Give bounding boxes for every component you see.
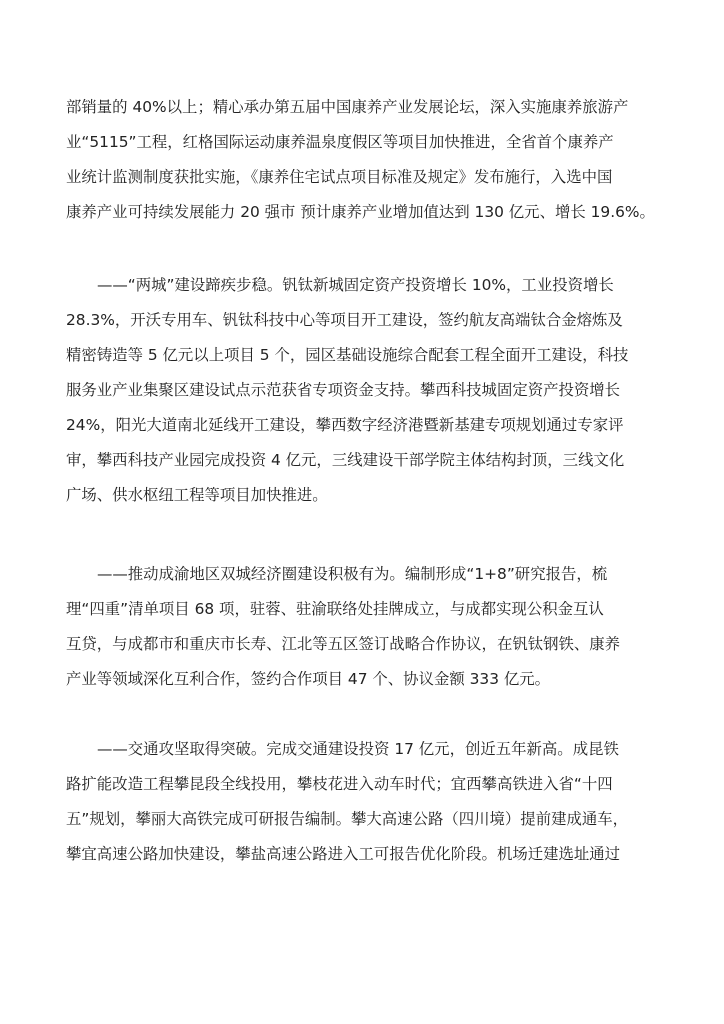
text-line: 互贷，与成都市和重庆市长寿、江北等五区签订战略合作协议，在钒钛钢铁、康养 (66, 635, 621, 653)
paragraph-transport (66, 732, 660, 872)
text-line: ——“两城”建设蹄疾步稳。钒钛新城固定资产投资增长 10%，工业投资增长 (97, 276, 614, 294)
text-line: 服务业产业集聚区建设试点示范获省专项资金支持。攀西科技城固定资产投资增长 (66, 381, 621, 399)
text-line: ——交通攻坚取得突破。完成交通建设投资 17 亿元，创近五年新高。成昆铁 (97, 740, 619, 758)
text-line: 理“四重”清单项目 68 项，驻蓉、驻渝联络处挂牌成立，与成都实现公积金互认 (66, 600, 604, 618)
text-line: 攀宜高速公路加快建设，攀盐高速公路进入工可报告优化阶段。机场迁建选址通过 (66, 845, 621, 863)
text-line: ——推动成渝地区双城经济圈建设积极有为。编制形成“1+8”研究报告，梳 (97, 565, 608, 583)
text-line: 康养产业可持续发展能力 20 强市 预计康养产业增加值达到 130 亿元、增长 19.6%。 (66, 203, 655, 221)
text-line: 路扩能改造工程攀昆段全线投用，攀枝花进入动车时代；宜西攀高铁进入省“十四 (66, 775, 613, 793)
text-line: 审，攀西科技产业园完成投资 4 亿元，三线建设干部学院主体结构封顶，三线文化 (66, 451, 625, 469)
paragraph-kangyang-industry (66, 90, 660, 230)
text-line: 28.3%，开沃专用车、钒钛科技中心等项目开工建设，签约航友高端钛合金熔炼及 (66, 311, 623, 329)
text-line: 精密铸造等 5 亿元以上项目 5 个，园区基础设施综合配套工程全面开工建设，科技 (66, 346, 629, 364)
paragraph-chengyu-circle (66, 557, 660, 697)
text-line: 业统计监测制度获批实施，《康养住宅试点项目标准及规定》发布施行，入选中国 (66, 168, 613, 186)
text-line: 五”规划，攀丽大高铁完成可研报告编制。攀大高速公路（四川境）提前建成通车， (66, 810, 629, 828)
text-line: 部销量的 40%以上；精心承办第五届中国康养产业发展论坛，深入实施康养旅游产 (66, 98, 629, 116)
text-line: 产业等领域深化互利合作，签约合作项目 47 个、协议金额 333 亿元。 (66, 670, 551, 688)
text-line: 业“5115”工程，红格国际运动康养温泉度假区等项目加快推进，全省首个康养产 (66, 133, 614, 151)
text-line: 24%，阳光大道南北延线开工建设，攀西数字经济港暨新基建专项规划通过专家评 (66, 416, 624, 434)
text-line: 广场、供水枢纽工程等项目加快推进。 (66, 486, 328, 504)
paragraph-two-cities (66, 268, 660, 513)
